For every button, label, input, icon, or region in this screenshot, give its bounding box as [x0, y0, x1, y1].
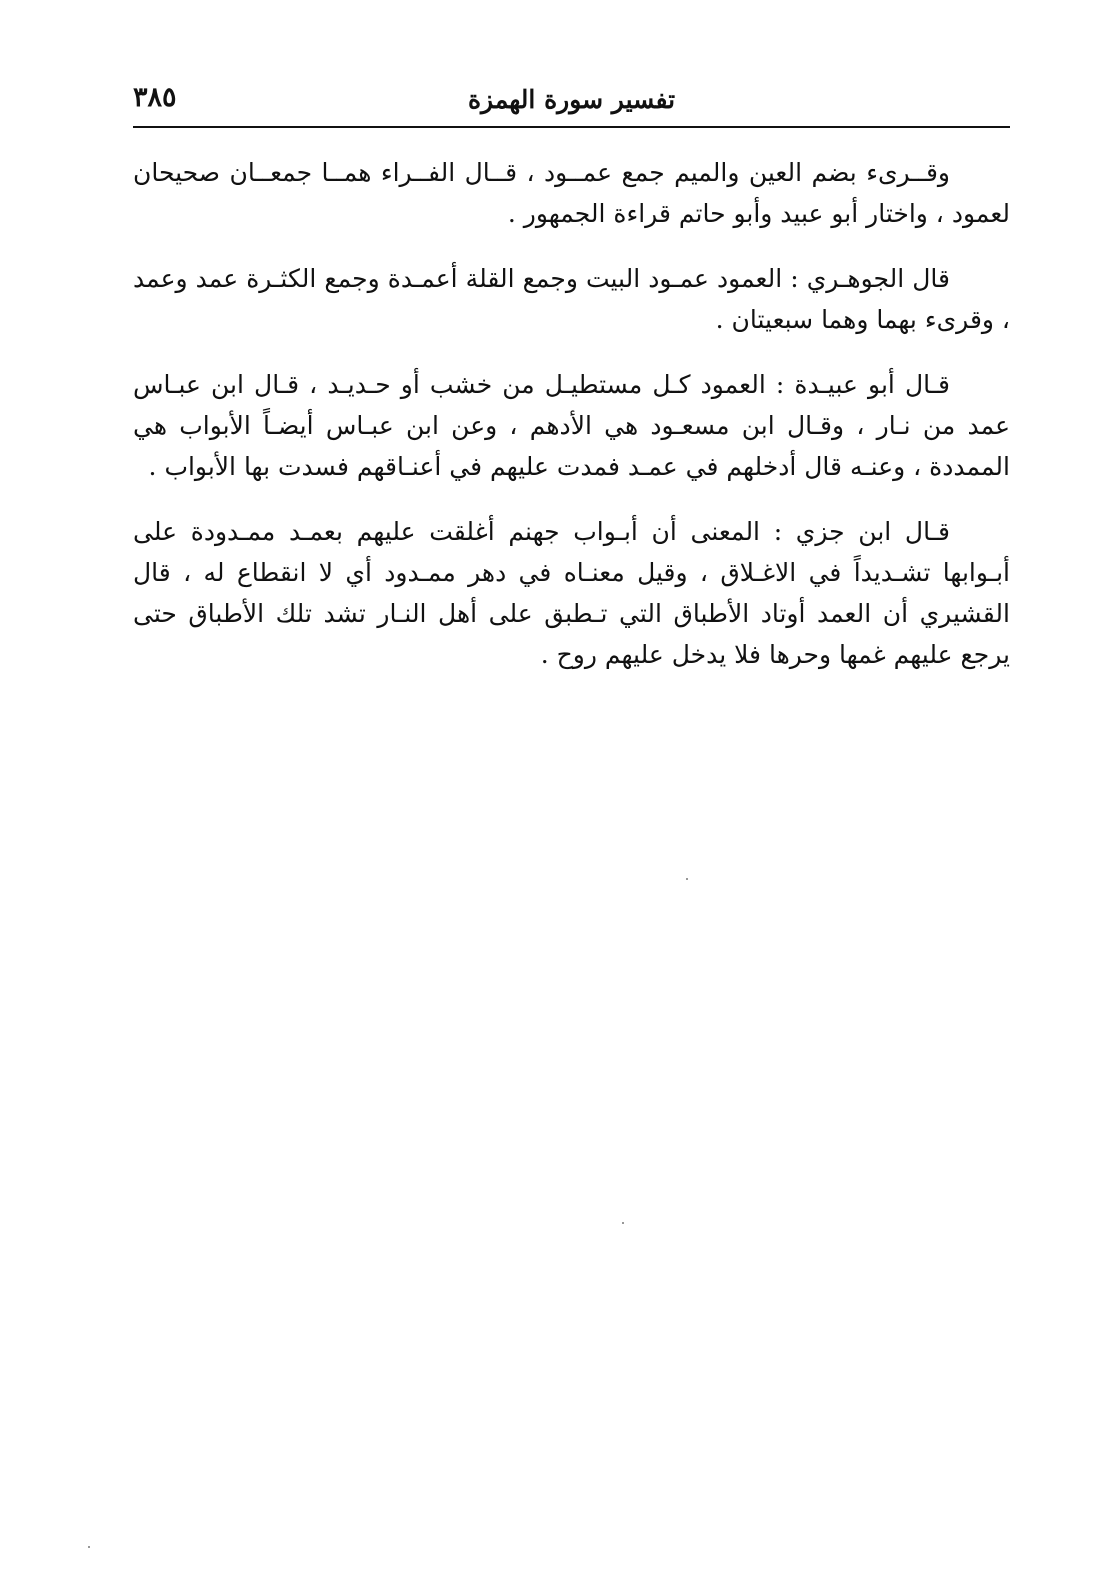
running-title: تفسير سورة الهمزة — [467, 85, 676, 114]
scan-speck — [686, 878, 688, 880]
text-body — [133, 152, 1010, 675]
paragraph-1: وقــرىء بضم العين والميم جمع عمــود ، قــال الفــراء همــا جمعــان صحيحان لعمود ، واختار أبو عبيد وأبو حاتم قراءة الجمهور . — [133, 158, 1010, 228]
paragraph-2: قال الجوهـري : العمود عمـود البيت وجمع القلة أعمـدة وجمع الكثـرة عمد وعمد ، وقرىء بهما وهما سبعيتان . — [133, 264, 1010, 334]
paragraph-4: قـال ابن جزي : المعنى أن أبـواب جهنم أغلقت عليهم بعمـد ممـدودة على أبـوابها تشـديداً في الاغـلاق ، وقيل معنـاه في دهر ممـدود أي لا انقطاع له ، قال القشيري أن العمد أوتاد الأطباق التي تـطبق على أهل النـار تشد تلك الأطباق حتى يرجع عليهم غمها وحرها فلا يدخل عليهم روح . — [133, 517, 1010, 669]
paragraph-3: قـال أبو عبيـدة : العمود كـل مستطيـل من خشب أو حـديـد ، قـال ابن عبـاس عمد من نـار ، وقـال ابن مسعـود هي الأدهم ، وعن ابن عبـاس أيضـاً الأبواب هي الممددة ، وعنـه قال أدخلهم في عمـد فمدت عليهم في أعنـاقهم فسدت بها الأبواب . — [133, 370, 1010, 481]
scan-speck — [622, 1222, 624, 1224]
page-number: ٣٨٥ — [133, 82, 177, 113]
header-rule — [133, 126, 1010, 128]
scan-speck — [88, 1546, 90, 1548]
running-header — [133, 78, 1010, 124]
